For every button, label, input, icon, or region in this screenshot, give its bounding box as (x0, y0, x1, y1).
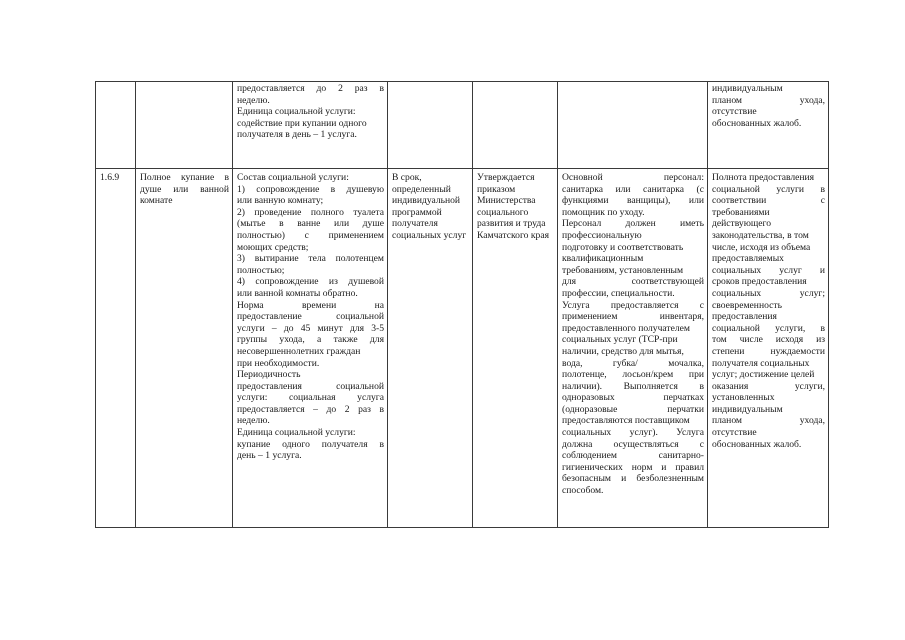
text-line: Услуга предоставляется с (562, 299, 704, 311)
text-line: предоставления социальной (237, 380, 384, 392)
text-line: обоснованных жалоб. (712, 117, 802, 129)
text-line: соблюдением санитарно- (562, 450, 704, 462)
cell-term: В срок, определенный индивидуальной программой получателя социальных услуг (388, 169, 473, 528)
text-line: Полнота предоставления (712, 172, 815, 183)
text-line: группы ухода, а также для (237, 334, 384, 346)
text-line: квалификационным (562, 253, 644, 265)
text-line: обоснованных жалоб. (712, 438, 802, 450)
text-line: числе, исходя из объема (712, 241, 811, 253)
text-line: предоставляется – до 2 раз в (237, 403, 384, 415)
text-line: применением инвентаря, (562, 311, 704, 323)
text-line: способом. (562, 485, 604, 497)
text-line: или ванной комнаты обратно. (237, 287, 358, 299)
text-line: (мытье в ванне или душе (237, 218, 384, 230)
text-line: профессиональную (562, 229, 642, 241)
text-line: полностью; (237, 264, 285, 276)
text-line: том числе исходя из (712, 334, 825, 346)
text-line: для соответствующей (562, 276, 704, 288)
text-line: полотенце, лосьон/крем при (562, 369, 704, 381)
text-line: социальной услуги в (712, 183, 825, 195)
text-line: социальных услуг). Услуга (562, 427, 704, 439)
text-line: Персонал должен иметь (562, 218, 704, 230)
text-line: предоставляемых (712, 253, 784, 265)
text-line: безопасным и безболезненным (562, 473, 704, 485)
text-line: индивидуальным (712, 403, 783, 415)
text-line: получателя социальных (712, 357, 810, 369)
text-line: отсутствие (712, 427, 757, 439)
services-table (95, 81, 829, 528)
text-line: Норма времени на (237, 299, 384, 311)
cell-service-name (136, 82, 233, 169)
text-line: предоставления (712, 311, 777, 323)
text-line: моющих средств; (237, 241, 309, 253)
cell-indicators (708, 169, 829, 528)
text-line: услуги: социальная услуга (237, 392, 384, 404)
text-line: Единица социальной услуги: (237, 106, 356, 118)
text-line: услуги – до 45 минут для 3-5 (237, 322, 384, 334)
text-line: неделю. (237, 415, 270, 427)
text-line: или ванную комнату; (237, 195, 324, 207)
text-line: купание одного получателя в (237, 438, 384, 450)
text-line: социальных услуг; (712, 287, 825, 299)
cell-conditions (558, 82, 708, 169)
text-line: полностью) с применением (237, 229, 384, 241)
text-line: день – 1 услуга. (237, 450, 302, 462)
text-line: 3) вытирание тела полотенцем (237, 253, 384, 265)
text-line: планом ухода, (712, 415, 825, 427)
text-line: соответствии с (712, 195, 825, 207)
cell-composition (233, 169, 388, 528)
text-line: предоставляется до 2 раз в (237, 83, 384, 94)
text-line: социальной услуги, в (712, 322, 825, 334)
text-line: функциями ванщицы), или (562, 195, 704, 207)
cell-composition (233, 82, 388, 169)
document-page (95, 81, 829, 528)
text-line: при необходимости. (237, 357, 320, 369)
table-row-continuation (96, 82, 829, 169)
text-line: индивидуальным (712, 83, 783, 94)
cell-approval (473, 82, 558, 169)
text-line: социальных услуг и (712, 264, 825, 276)
text-line: содействие при купании одного (237, 117, 367, 129)
text-line: степени нуждаемости (712, 345, 825, 357)
text-line: оказания услуги, (712, 380, 825, 392)
text-line: своевременность (712, 299, 782, 311)
text-line: получателя в день – 1 услуга. (237, 129, 357, 141)
text-line: одноразовых перчатках (562, 392, 704, 404)
cell-term (388, 82, 473, 169)
cell-number: 1.6.9 (96, 169, 136, 528)
text-line: действующего (712, 218, 772, 230)
text-line: должна осуществляться с (562, 438, 704, 450)
text-line: профессии, специальности. (562, 287, 675, 299)
table-row-1-6-9 (96, 169, 829, 528)
text-line: социальных услуг (ТСР-при (562, 334, 678, 346)
text-line: наличии). Выполняется в (562, 380, 704, 392)
text-line: планом ухода, (712, 94, 825, 106)
text-line: вода, губка/ мочалка, (562, 357, 704, 369)
cell-service-name: Полное купание в душе или ванной комнате (136, 169, 233, 528)
text-line: (одноразовые перчатки (562, 403, 704, 415)
text-line: несовершеннолетних граждан (237, 345, 361, 357)
text-line: гигиенических норм и правил (562, 461, 704, 473)
text-line: предоставляются поставщиком (562, 415, 690, 427)
text-line: Периодичность (237, 369, 301, 381)
text-line: неделю. (237, 94, 270, 106)
text-line: наличии, средство для мытья, (562, 345, 684, 357)
text-line: помощник по уходу. (562, 206, 645, 218)
text-line: подготовку и соответствовать (562, 241, 684, 253)
cell-number (96, 82, 136, 169)
text-line: предоставленного получателем (562, 322, 691, 334)
text-line: услуг; достижение целей (712, 369, 815, 381)
text-line: Состав социальной услуги: (237, 172, 349, 183)
text-line: требованиями (712, 206, 770, 218)
text-line: Единица социальной услуги: (237, 427, 356, 439)
text-line: сроков предоставления (712, 276, 807, 288)
text-line: законодательства, в том (712, 229, 809, 241)
text-line: 2) проведение полного туалета (237, 206, 384, 218)
cell-approval: Утверждается приказом Министерства социального развития и труда Камчатского края (473, 169, 558, 528)
cell-indicators (708, 82, 829, 169)
text-line: 1) сопровождение в душевую (237, 183, 384, 195)
text-line: Основной персонал: (562, 172, 704, 183)
text-line: предоставление социальной (237, 311, 384, 323)
text-line: 4) сопровождение из душевой (237, 276, 384, 288)
text-line: установленных (712, 392, 775, 404)
text-line: санитарка или санитарка (с (562, 183, 704, 195)
cell-conditions (558, 169, 708, 528)
text-line: требованиям, установленным (562, 264, 684, 276)
text-line: отсутствие (712, 106, 757, 118)
